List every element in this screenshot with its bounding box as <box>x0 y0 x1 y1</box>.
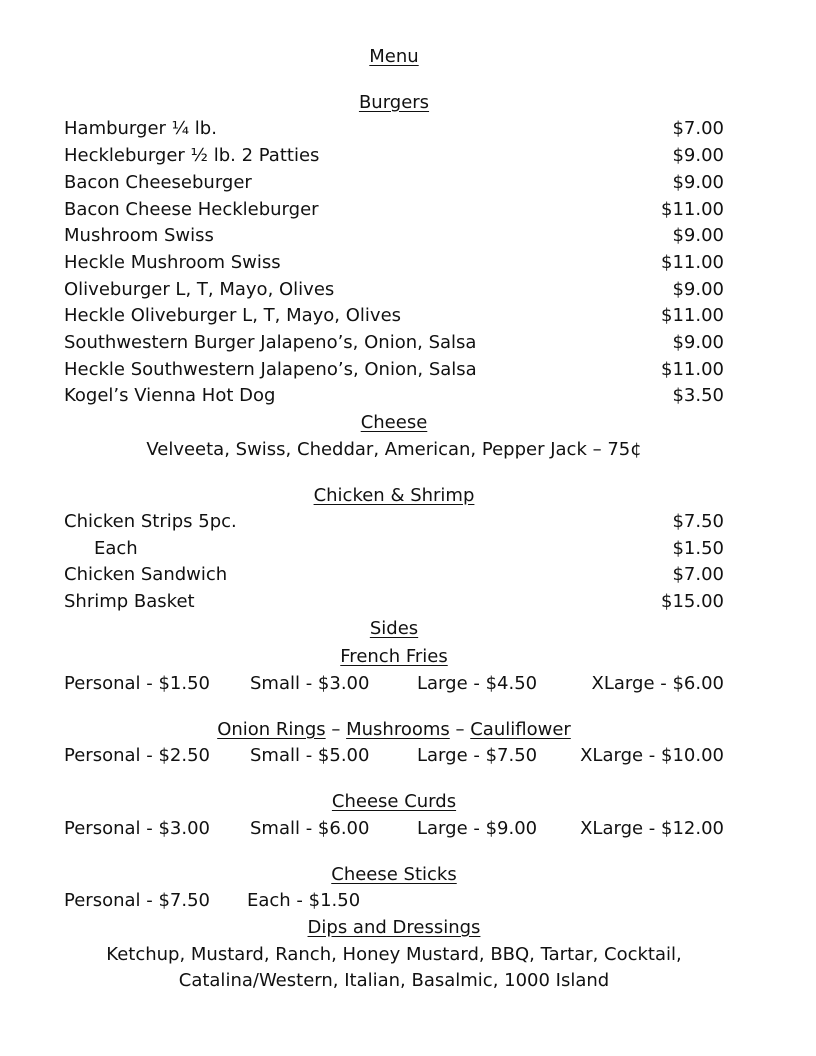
menu-item <box>64 118 724 144</box>
cheese-options: Velveeta, Swiss, Cheddar, American, Pepper Jack – 75¢ <box>146 439 642 460</box>
menu-item <box>64 538 724 564</box>
item-price: $7.50 <box>672 511 724 532</box>
item-price: $7.00 <box>672 564 724 585</box>
size-price: Personal - $2.50 <box>64 745 210 766</box>
size-price: Personal - $3.00 <box>64 818 210 839</box>
item-name: Kogel’s Vienna Hot Dog <box>64 385 276 406</box>
item-name: Bacon Cheeseburger <box>64 172 252 193</box>
item-name: Southwestern Burger Jalapeno’s, Onion, Salsa <box>64 332 477 353</box>
size-price: Small - $3.00 <box>250 673 370 694</box>
item-name: Heckle Southwestern Jalapeno’s, Onion, Salsa <box>64 359 477 380</box>
menu-item <box>64 332 724 358</box>
item-name: Heckleburger ½ lb. 2 Patties <box>64 145 320 166</box>
cauliflower-label: Cauliflower <box>470 719 571 740</box>
size-price: Large - $7.50 <box>417 745 538 766</box>
item-name: Mushroom Swiss <box>64 225 214 246</box>
menu-item <box>64 172 724 198</box>
menu-item <box>64 564 724 590</box>
page-title: Menu <box>369 46 419 67</box>
size-price: Personal - $7.50 <box>64 890 210 911</box>
menu-item <box>64 511 724 537</box>
item-price: $11.00 <box>661 305 724 326</box>
sides-heading: Sides <box>369 618 419 639</box>
onion-rings-label: Onion Rings <box>217 719 326 740</box>
menu-item <box>64 199 724 225</box>
menu-item <box>64 385 724 411</box>
cheese-heading: Cheese <box>360 412 428 433</box>
separator: – <box>325 719 347 740</box>
item-name: Shrimp Basket <box>64 591 195 612</box>
size-price: XLarge - $12.00 <box>580 818 724 839</box>
size-price: Large - $4.50 <box>417 673 538 694</box>
menu-item <box>64 279 724 305</box>
item-price: $3.50 <box>672 385 724 406</box>
menu-item <box>64 591 724 617</box>
item-price: $9.00 <box>672 279 724 300</box>
size-price: XLarge - $10.00 <box>580 745 724 766</box>
item-price: $9.00 <box>672 332 724 353</box>
cheese-sticks-heading: Cheese Sticks <box>331 864 457 885</box>
menu-item <box>64 252 724 278</box>
item-name: Hamburger ¼ lb. <box>64 118 217 139</box>
onion-rings-sizes <box>64 745 724 771</box>
cheese-curds-sizes <box>64 818 724 844</box>
item-price: $11.00 <box>661 199 724 220</box>
cheese-curds-heading: Cheese Curds <box>331 791 457 812</box>
french-fries-heading: French Fries <box>340 646 448 667</box>
item-name: Heckle Oliveburger L, T, Mayo, Olives <box>64 305 402 326</box>
item-name: Each <box>94 538 138 559</box>
item-price: $9.00 <box>672 172 724 193</box>
size-price: XLarge - $6.00 <box>591 673 724 694</box>
cheese-sticks-sizes <box>64 890 724 916</box>
onion-rings-heading <box>64 719 724 740</box>
dips-heading: Dips and Dressings <box>307 917 481 938</box>
item-name: Oliveburger L, T, Mayo, Olives <box>64 279 335 300</box>
size-price: Small - $5.00 <box>250 745 370 766</box>
item-name: Heckle Mushroom Swiss <box>64 252 281 273</box>
chicken-shrimp-heading: Chicken & Shrimp <box>313 485 475 506</box>
item-price: $15.00 <box>661 591 724 612</box>
size-price: Large - $9.00 <box>417 818 538 839</box>
french-fries-sizes <box>64 673 724 699</box>
item-price: $9.00 <box>672 225 724 246</box>
burgers-heading: Burgers <box>358 92 430 113</box>
item-price: $11.00 <box>661 252 724 273</box>
mushrooms-label: Mushrooms <box>346 719 450 740</box>
item-price: $11.00 <box>661 359 724 380</box>
menu-item <box>64 225 724 251</box>
size-price: Small - $6.00 <box>250 818 370 839</box>
dips-line-2: Catalina/Western, Italian, Basalmic, 1000 Island <box>178 970 610 991</box>
size-price: Each - $1.50 <box>247 890 361 911</box>
item-name: Bacon Cheese Heckleburger <box>64 199 319 220</box>
item-price: $7.00 <box>672 118 724 139</box>
dips-line-1: Ketchup, Mustard, Ranch, Honey Mustard, BBQ, Tartar, Cocktail, <box>106 944 682 965</box>
menu-item <box>64 305 724 331</box>
item-price: $1.50 <box>672 538 724 559</box>
item-name: Chicken Sandwich <box>64 564 228 585</box>
separator: – <box>449 719 471 740</box>
menu-item <box>64 145 724 171</box>
item-price: $9.00 <box>672 145 724 166</box>
menu-item <box>64 359 724 385</box>
size-price: Personal - $1.50 <box>64 673 210 694</box>
item-name: Chicken Strips 5pc. <box>64 511 237 532</box>
